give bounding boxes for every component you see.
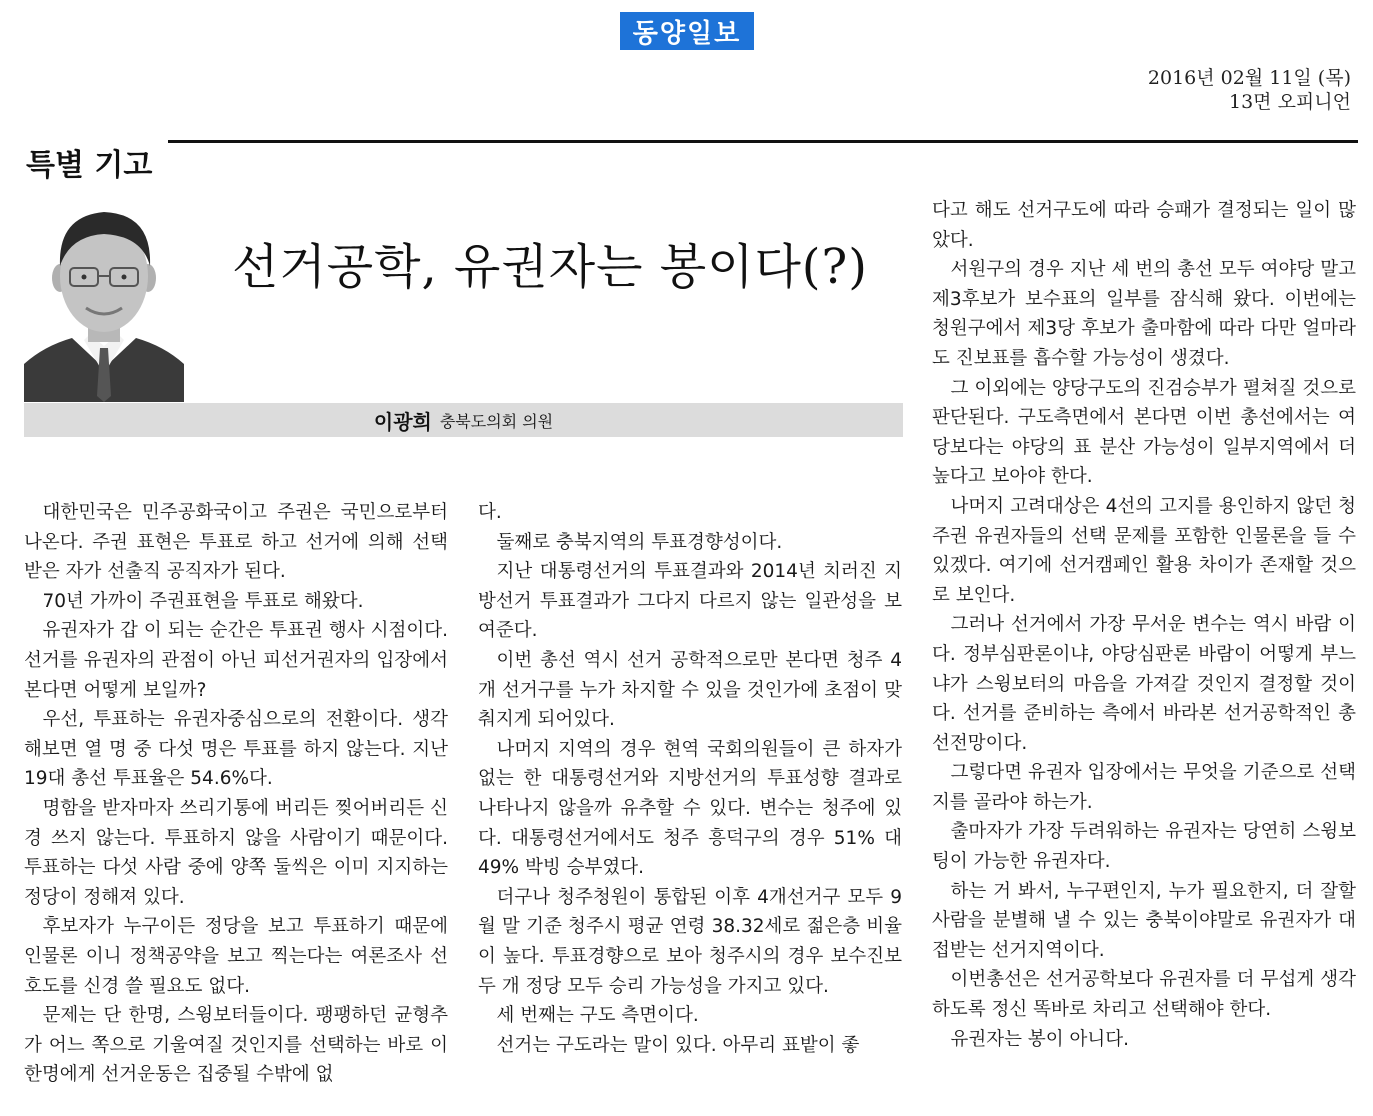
paragraph: 세 번째는 구도 측면이다.	[496, 1005, 699, 1027]
section-rule	[168, 140, 1358, 143]
author-name: 이광희	[373, 409, 432, 434]
paragraph: 더구나 청주청원이 통합된 이후 4개선거구 모두 9월 말 기준 청주시 평균 연령 38.32세로 젊은층 비율이 높다. 투표경향으로 보아 청주시의 경우 보수진보 두 개 정당 모두 승리 가능성을 가지고 있다.	[478, 886, 902, 997]
paragraph: 출마자가 가장 두려워하는 유권자는 당연히 스윙보팅이 가능한 유권자다.	[932, 821, 1356, 873]
paragraph-continuation: 다고 해도 선거구도에 따라 승패가 결정되는 일이 많았다.	[932, 200, 1356, 251]
masthead-logo: 동양일보	[620, 12, 754, 50]
paragraph: 그러나 선거에서 가장 무서운 변수는 역시 바람 이다. 정부심판론이냐, 야당심판론 바람이 어떻게 부느냐가 스윙보터의 마음을 가져갈 것인지 결정할 것이다. 선거를 준비하는 측에서 바라본 선거공학적인 총선전망이다.	[932, 614, 1356, 754]
paragraph: 서원구의 경우 지난 세 번의 총선 모두 여야당 말고 제3후보가 보수표의 일부를 잠식해 왔다. 이번에는 청원구에서 제3당 후보가 출마함에 따라 다만 얼마라도 진보표를 흡수할 가능성이 생겼다.	[932, 259, 1356, 369]
paragraph: 선거는 구도라는 말이 있다. 아무리 표밭이 좋	[496, 1034, 860, 1056]
article-column-3	[932, 196, 1356, 1054]
paragraph: 그렇다면 유권자 입장에서는 무엇을 기준으로 선택지를 골라야 하는가.	[932, 762, 1356, 813]
paragraph: 후보자가 누구이든 정당을 보고 투표하기 때문에 인물론 이니 정책공약을 보고 찍는다는 여론조사 선호도를 신경 쓸 필요도 없다.	[24, 916, 448, 997]
paragraph: 문제는 단 한명, 스윙보터들이다. 팽팽하던 균형추가 어느 쪽으로 기울여질 것인지를 선택하는 바로 이 한명에게 선거운동은 집중될 수밖에 없	[24, 1005, 448, 1086]
paragraph-continuation: 다.	[478, 502, 502, 523]
author-photo	[24, 196, 184, 402]
paragraph: 하는 거 봐서, 누구편인지, 누가 필요한지, 더 잘할 사람을 분별해 낼 수 있는 충북이야말로 유권자가 대접받는 선거지역이다.	[932, 880, 1356, 961]
author-title: 충북도의회 의원	[439, 411, 554, 431]
paragraph: 유권자가 갑 이 되는 순간은 투표권 행사 시점이다. 선거를 유권자의 관점이 아닌 피선거권자의 입장에서 본다면 어떻게 보일까?	[24, 620, 448, 701]
paragraph: 이번총선은 선거공학보다 유권자를 더 무섭게 생각하도록 정신 똑바로 차리고 선택해야 한다.	[932, 969, 1356, 1021]
paragraph: 나머지 고려대상은 4선의 고지를 용인하지 않던 청주권 유권자들의 선택 문제를 포함한 인물론을 들 수 있겠다. 여기에 선거캠페인 활용 차이가 존재할 것으로 보인다.	[932, 495, 1356, 606]
section-label: 특별 기고	[26, 148, 153, 183]
paragraph: 나머지 지역의 경우 현역 국회의원들이 큰 하자가 없는 한 대통령선거와 지방선거의 투표성향 결과로 나타나지 않을까 유추할 수 있다. 변수는 청주에 있다. 대통령선거에서도 청주 흥덕구의 경우 51% 대 49% 박빙 승부였다.	[478, 738, 902, 879]
paragraph: 그 이외에는 양당구도의 진검승부가 펼쳐질 것으로 판단된다. 구도측면에서 본다면 이번 총선에서는 여당보다는 야당의 표 분산 가능성이 일부지역에서 더 높다고 보아야 한다.	[932, 377, 1356, 488]
paragraph: 70년 가까이 주권표현을 투표로 해왔다.	[42, 590, 364, 612]
article-column-1	[24, 498, 448, 1090]
paragraph: 대한민국은 민주공화국이고 주권은 국민으로부터 나온다. 주권 표현은 투표로 하고 선거에 의해 선택 받은 자가 선출직 공직자가 된다.	[24, 502, 448, 583]
page-section: 13면 오피니언	[1229, 91, 1351, 113]
dateline	[1148, 66, 1351, 114]
paragraph: 둘째로 충북지역의 투표경향성이다.	[496, 531, 783, 553]
paragraph: 이번 총선 역시 선거 공학적으로만 본다면 청주 4개 선거구를 누가 차지할 수 있을 것인가에 초점이 맞춰지게 되어있다.	[478, 649, 902, 731]
paragraph: 우선, 투표하는 유권자중심으로의 전환이다. 생각해보면 열 명 중 다섯 명은 투표를 하지 않는다. 지난 19대 총선 투표율은 54.6%다.	[24, 709, 448, 790]
publication-date: 2016년 02월 11일 (목)	[1147, 67, 1351, 89]
byline-bar	[24, 403, 903, 437]
headline: 선거공학, 유권자는 봉이다(?)	[231, 239, 868, 295]
paragraph: 지난 대통령선거의 투표결과와 2014년 치러진 지방선거 투표결과가 그다지 다르지 않는 일관성을 보여준다.	[478, 561, 902, 642]
paragraph: 명함을 받자마자 쓰리기통에 버리든 찢어버리든 신경 쓰지 않는다. 투표하지 않을 사람이기 때문이다. 투표하는 다섯 사람 중에 양쪽 둘씩은 이미 지지하는 정당이 정해져 있다.	[24, 797, 448, 908]
article-column-2	[478, 498, 902, 1060]
paragraph: 유권자는 봉이 아니다.	[950, 1028, 1129, 1050]
